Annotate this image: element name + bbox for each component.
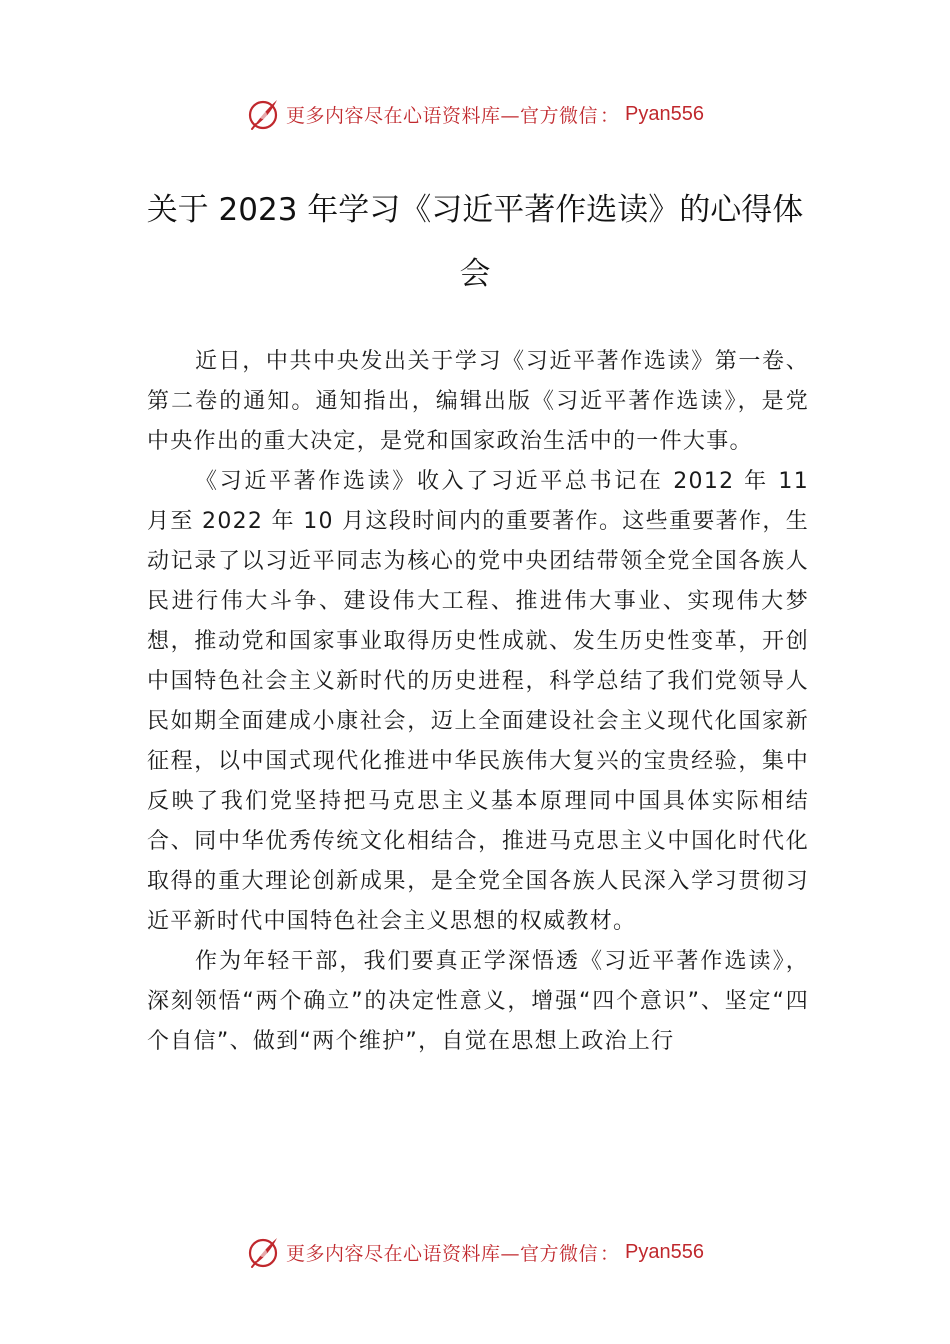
footer-banner-text: 更多内容尽在心语资料库—官方微信 bbox=[286, 1242, 599, 1265]
header-banner-text: 更多内容尽在心语资料库—官方微信 bbox=[286, 104, 599, 127]
header-banner bbox=[0, 94, 950, 134]
document-title: 关于 2023 年学习《习近平著作选读》的心得体会 bbox=[146, 192, 804, 292]
header-banner-inner bbox=[246, 96, 704, 132]
document-body bbox=[147, 342, 809, 1062]
quill-logo-icon bbox=[246, 96, 282, 132]
quill-logo-icon bbox=[246, 1234, 282, 1270]
paragraph-2: 《习近平著作选读》收入了习近平总书记在 2012 年 11 月至 2022 年 10 月这段时间内的重要著作。这些重要著作，生动记录了以习近平同志为核心的党中央团结带领全党全国各族人民进行伟大斗争、建设伟大工程、推进伟大事业、实现伟大梦想，推动党和国家事业取得历史性成就、发生历史性变革，开创中国特色社会主义新时代的历史进程，科学总结了我们党领导人民如期全面建成小康社会，迈上全面建设社会主义现代化国家新征程，以中国式现代化推进中华民族伟大复兴的宝贵经验，集中反映了我们党坚持把马克思主义基本原理同中国具体实际相结合、同中华优秀传统文化相结合，推进马克思主义中国化时代化取得的重大理论创新成果，是全党全国各族人民深入学习贯彻习近平新时代中国特色社会主义思想的权威教材。 bbox=[147, 469, 809, 934]
footer-banner-inner bbox=[246, 1234, 704, 1270]
header-banner-wechat-id: Pyan556 bbox=[625, 102, 704, 125]
header-banner-colon: ： bbox=[600, 104, 620, 127]
footer-banner bbox=[0, 1232, 950, 1272]
paragraph-1: 近日，中共中央发出关于学习《习近平著作选读》第一卷、第二卷的通知。通知指出，编辑出版《习近平著作选读》，是党中央作出的重大决定，是党和国家政治生活中的一件大事。 bbox=[147, 349, 809, 454]
footer-banner-colon: ： bbox=[600, 1242, 620, 1265]
paragraph-3: 作为年轻干部，我们要真正学深悟透《习近平著作选读》，深刻领悟“两个确立”的决定性意义，增强“四个意识”、坚定“四个自信”、做到“两个维护”，自觉在思想上政治上行 bbox=[147, 949, 809, 1054]
footer-banner-wechat-id: Pyan556 bbox=[625, 1240, 704, 1263]
